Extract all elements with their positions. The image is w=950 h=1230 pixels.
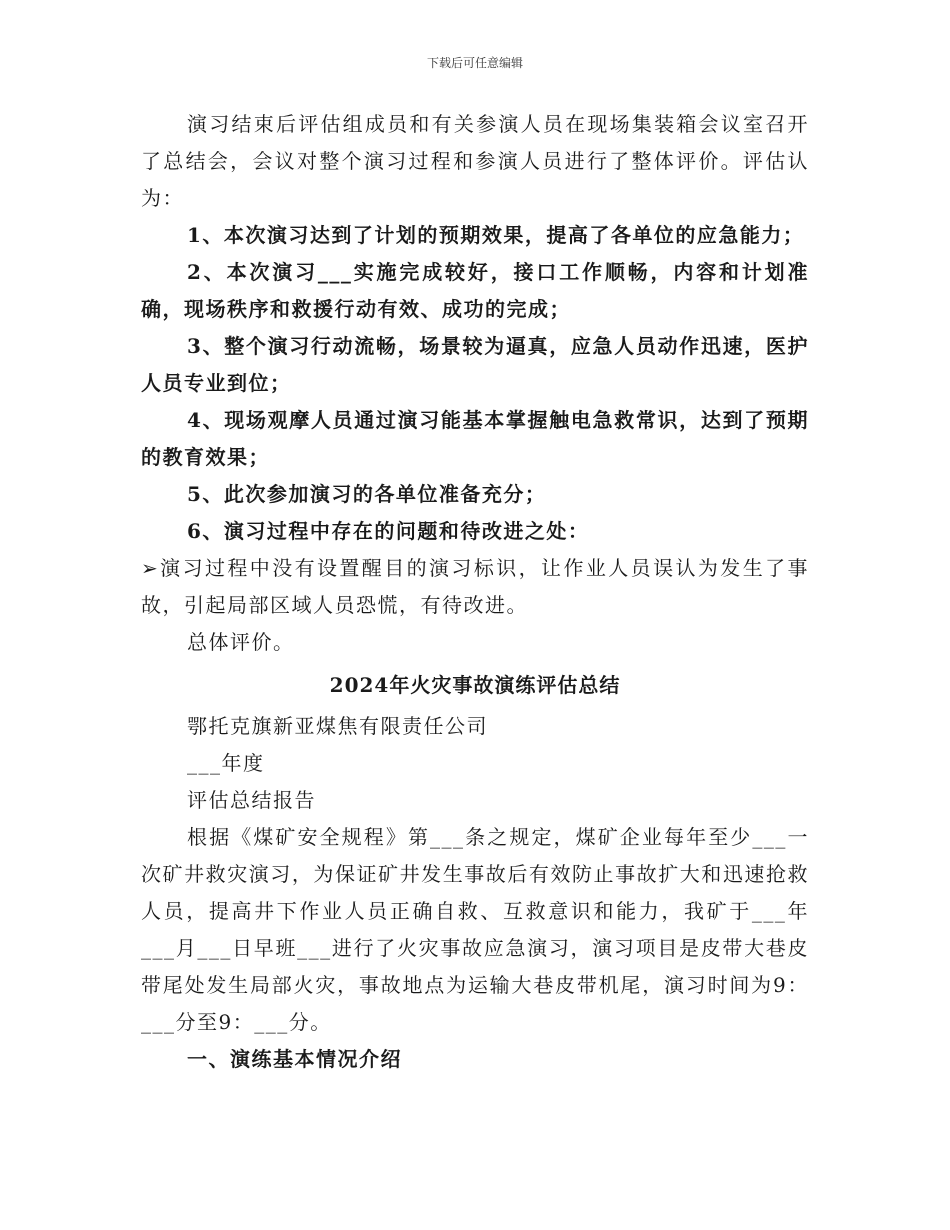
header-note: 下载后可任意编辑 [426, 56, 523, 70]
document-title: 2024年火灾事故演练评估总结 [329, 673, 621, 697]
evaluation-item-6: 6、演习过程中存在的问题和待改进之处： [187, 519, 590, 543]
evaluation-item-1: 1、本次演习达到了计划的预期效果，提高了各单位的应急能力； [187, 223, 805, 247]
arrow-bullet-icon: ➢ [141, 556, 160, 580]
company-name: 鄂托克旗新亚煤焦有限责任公司 [187, 714, 488, 738]
report-name: 评估总结报告 [187, 788, 316, 812]
overall-evaluation: 总体评价。 [187, 630, 295, 654]
document-body [141, 106, 809, 1078]
year-line: ___年度 [187, 751, 265, 775]
bullet-text: 演习过程中没有设置醒目的演习标识，让作业人员误认为发生了事故，引起局部区域人员恐慌，有待改进。 [141, 556, 809, 617]
intro-paragraph: 演习结束后评估组成员和有关参演人员在现场集装箱会议室召开了总结会，会议对整个演习过程和参演人员进行了整体评价。评估认为： [141, 112, 809, 210]
evaluation-item-2: 2、本次演习___实施完成较好，接口工作顺畅，内容和计划准确，现场秩序和救援行动有效、成功的完成； [141, 260, 809, 321]
evaluation-item-5: 5、此次参加演习的各单位准备充分； [187, 482, 547, 506]
report-body: 根据《煤矿安全规程》第___条之规定，煤矿企业每年至少___一次矿井救灾演习，为保证矿井发生事故后有效防止事故扩大和迅速抢救人员，提高井下作业人员正确自救、互救意识和能力，我矿于___年___月___日早班___进行了火灾事故应急演习，演习项目是皮带大巷皮带尾处发生局部火灾，事故地点为运输大巷皮带机尾，演习时间为9：___分至9：___分。 [141, 825, 809, 1034]
bullet-paragraph [141, 550, 809, 624]
evaluation-item-3: 3、整个演习行动流畅，场景较为逼真，应急人员动作迅速，医护人员专业到位； [141, 334, 809, 395]
evaluation-item-4: 4、现场观摩人员通过演习能基本掌握触电急救常识，达到了预期的教育效果； [141, 408, 809, 469]
section-heading-1: 一、演练基本情况介绍 [187, 1047, 402, 1071]
